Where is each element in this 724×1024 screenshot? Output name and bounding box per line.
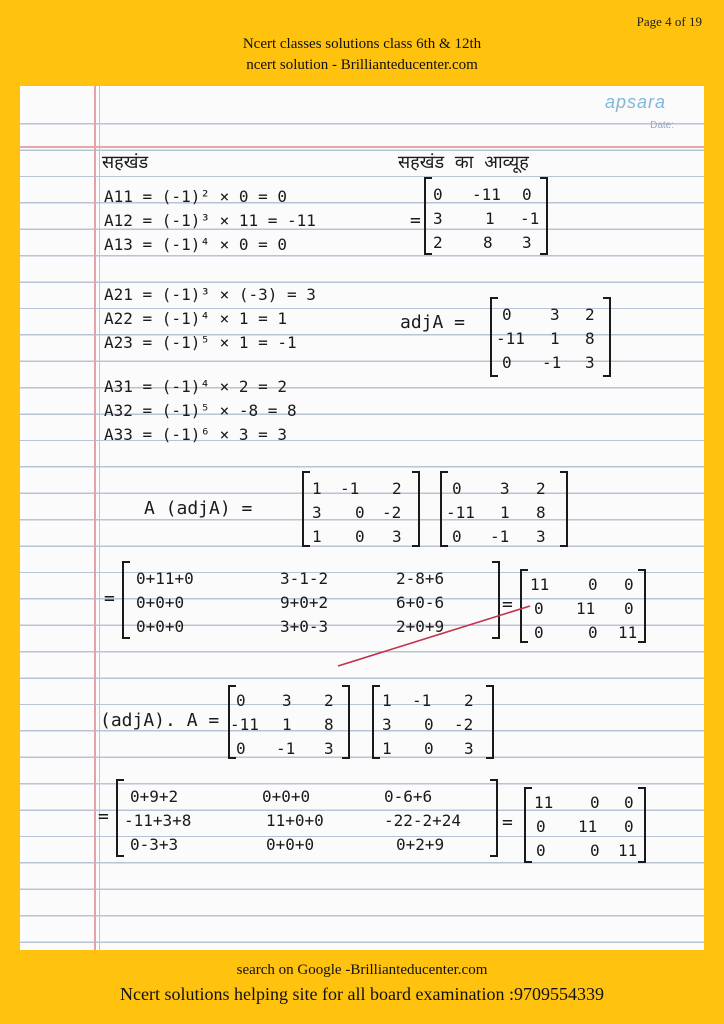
notebook-page [20, 86, 704, 950]
cofactor-line: A23 = (-1)⁵ × 1 = -1 [104, 333, 297, 352]
matrix-cell: 11 [576, 599, 596, 618]
cofactor-line: A22 = (-1)⁴ × 1 = 1 [104, 309, 288, 328]
matrix-cell: 3 [550, 305, 560, 324]
matrix-cell: -11 [446, 503, 475, 522]
cofactor-line: A13 = (-1)⁴ × 0 = 0 [104, 235, 288, 254]
matrix-cell: 3 [282, 691, 292, 710]
matrix-cell: 1 [382, 691, 392, 710]
matrix-cell: 0+0+0 [266, 835, 315, 854]
matrix-cell: 0 [590, 793, 600, 812]
date-label: Date: [650, 120, 674, 131]
matrix-cell: 0 [624, 575, 634, 594]
matrix-cell: 8 [324, 715, 334, 734]
cofactor-line: A21 = (-1)³ × (-3) = 3 [104, 285, 316, 304]
equals-sign: = [502, 594, 513, 615]
product-matrix-2 [117, 780, 497, 856]
matrix-cell: 0+0+0 [136, 617, 185, 636]
matrix-cell: 0 [534, 623, 544, 642]
cofactor-line: A33 = (-1)⁶ × 3 = 3 [104, 425, 288, 444]
matrix-cell: 0 [424, 739, 434, 758]
matrix-cell: 2 [392, 479, 402, 498]
matrix-cell: 0 [433, 185, 443, 204]
adj-a-label: (adjA). A = [100, 710, 220, 731]
cofactor-line: A11 = (-1)² × 0 = 0 [104, 187, 288, 206]
matrix-cell: 3 [324, 739, 334, 758]
matrix-cell: 0 [624, 817, 634, 836]
matrix-cell: -11 [472, 185, 501, 204]
matrix-cell: 0 [624, 793, 634, 812]
matrix-cell: 11 [578, 817, 598, 836]
matrix-cell: 2 [585, 305, 595, 324]
heading-left: सहखंड [102, 152, 149, 173]
matrix-cell: 3+0-3 [280, 617, 329, 636]
a-matrix-copy [373, 686, 493, 758]
matrix-cell: -22-2+24 [384, 811, 462, 830]
matrix-cell: 11 [618, 623, 638, 642]
matrix-cell: 0+2+9 [396, 835, 445, 854]
red-pen-mark [338, 606, 530, 666]
footer-search: search on Google -Brillianteducenter.com [236, 962, 488, 978]
matrix-cell: -11 [230, 715, 259, 734]
result-matrix-2 [525, 788, 645, 862]
page-number: Page 4 of 19 [636, 14, 702, 29]
matrix-cell: 0 [536, 841, 546, 860]
matrix-cell: 0 [355, 527, 365, 546]
matrix-cell: 2 [324, 691, 334, 710]
matrix-cell: 1 [382, 739, 392, 758]
equals-sign: = [410, 210, 421, 231]
matrix-cell: 11 [618, 841, 638, 860]
matrix-cell: 3-1-2 [280, 569, 329, 588]
matrix-cell: 0-6+6 [384, 787, 433, 806]
matrix-cell: 3 [392, 527, 402, 546]
matrix-cell: 3 [382, 715, 392, 734]
matrix-cell: 0 [502, 305, 512, 324]
equals-sign: = [104, 588, 115, 609]
matrix-cell: 0 [588, 623, 598, 642]
cofactor-line: A12 = (-1)³ × 11 = -11 [104, 211, 316, 230]
matrix-cell: 2 [536, 479, 546, 498]
adj-matrix-copy [441, 472, 567, 546]
result-matrix-1 [521, 570, 645, 642]
matrix-cell: 3 [312, 503, 322, 522]
matrix-cell: -11+3+8 [124, 811, 192, 830]
matrix-cell: 8 [483, 233, 493, 252]
matrix-cell: 2 [433, 233, 443, 252]
matrix-cell: -1 [412, 691, 432, 710]
matrix-cell: 1 [312, 527, 322, 546]
page-subtitle: ncert solution - Brillianteducenter.com [246, 57, 478, 73]
matrix-cell: 0 [502, 353, 512, 372]
matrix-cell: -1 [542, 353, 562, 372]
matrix-cell: 1 [550, 329, 560, 348]
matrix-cell: 0 [452, 479, 462, 498]
cofactor-line: A32 = (-1)⁵ × -8 = 8 [104, 401, 297, 420]
adj-label: adjA = [400, 312, 466, 333]
matrix-cell: -11 [496, 329, 525, 348]
matrix-cell: 0 [355, 503, 365, 522]
equals-sign: = [98, 806, 109, 827]
matrix-cell: 3 [536, 527, 546, 546]
matrix-cell: 2-8+6 [396, 569, 445, 588]
matrix-cell: 0+0+0 [262, 787, 311, 806]
matrix-cell: 0 [624, 599, 634, 618]
cofactor-line: A31 = (-1)⁴ × 2 = 2 [104, 377, 288, 396]
matrix-cell: 1 [312, 479, 322, 498]
matrix-cell: 0 [534, 599, 544, 618]
equals-sign: = [502, 812, 513, 833]
matrix-cell: 1 [282, 715, 292, 734]
matrix-cell: -2 [382, 503, 402, 522]
matrix-cell: 0 [590, 841, 600, 860]
product-matrix-1 [123, 562, 499, 638]
matrix-cell: 11 [534, 793, 554, 812]
matrix-cell: 9+0+2 [280, 593, 329, 612]
matrix-cell: -1 [490, 527, 510, 546]
adj-matrix-copy-2 [229, 686, 349, 758]
matrix-cell: -1 [276, 739, 296, 758]
matrix-cell: 0 [588, 575, 598, 594]
matrix-cell: 1 [500, 503, 510, 522]
matrix-cell: 0+11+0 [136, 569, 194, 588]
matrix-cell: 11+0+0 [266, 811, 324, 830]
handwritten-math [20, 86, 704, 950]
matrix-cell: 0 [522, 185, 532, 204]
a-adj-label: A (adjA) = [144, 498, 253, 519]
matrix-cell: 0+0+0 [136, 593, 185, 612]
matrix-cell: -2 [454, 715, 474, 734]
matrix-cell: 8 [585, 329, 595, 348]
matrix-cell: 1 [485, 209, 495, 228]
matrix-cell: 3 [464, 739, 474, 758]
matrix-cell: 3 [522, 233, 532, 252]
matrix-cell: 0 [424, 715, 434, 734]
page-title: Ncert classes solutions class 6th & 12th [242, 36, 482, 52]
matrix-cell: -1 [340, 479, 360, 498]
matrix-cell: -1 [520, 209, 540, 228]
matrix-cell: 0 [236, 691, 246, 710]
matrix-cell: 0-3+3 [130, 835, 179, 854]
footer-tagline: Ncert solutions helping site for all board examination :9709554339 [120, 984, 604, 1004]
a-matrix [303, 472, 419, 546]
cofactor-matrix [425, 178, 547, 254]
matrix-cell: 11 [530, 575, 550, 594]
adj-matrix [491, 298, 610, 376]
brand-logo: apsara [604, 92, 666, 112]
matrix-cell: 0 [452, 527, 462, 546]
matrix-cell: 2 [464, 691, 474, 710]
matrix-cell: 0+9+2 [130, 787, 179, 806]
matrix-cell: 2+0+9 [396, 617, 445, 636]
matrix-cell: 3 [433, 209, 443, 228]
matrix-cell: 8 [536, 503, 546, 522]
matrix-cell: 0 [236, 739, 246, 758]
matrix-cell: 3 [585, 353, 595, 372]
matrix-cell: 0 [536, 817, 546, 836]
heading-right: सहखंड का आव्यूह [398, 152, 529, 173]
matrix-cell: 6+0-6 [396, 593, 445, 612]
matrix-cell: 3 [500, 479, 510, 498]
